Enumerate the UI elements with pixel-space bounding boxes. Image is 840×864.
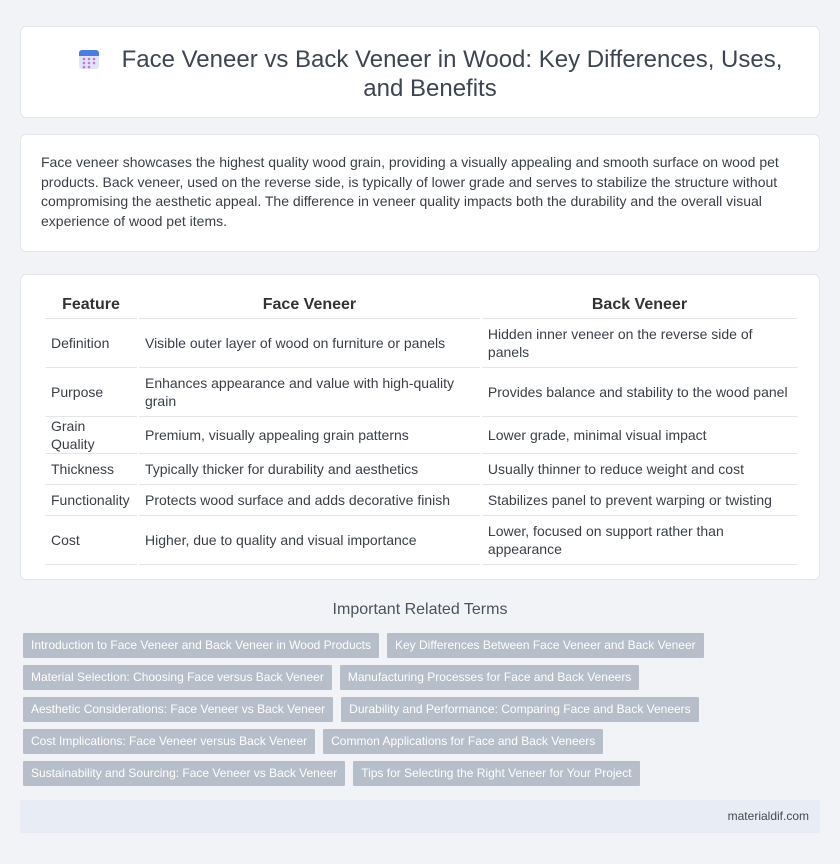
row-face-value: Typically thicker for durability and aesthetics — [139, 454, 480, 485]
table-row — [45, 319, 797, 368]
tag-row — [23, 633, 703, 665]
row-feature: Functionality — [45, 485, 137, 516]
related-term-link[interactable]: Aesthetic Considerations: Face Veneer vs Back Veneer — [23, 697, 333, 722]
tag-row — [23, 665, 703, 697]
related-term-link[interactable]: Sustainability and Sourcing: Face Veneer vs Back Veneer — [23, 761, 345, 786]
row-back-value: Lower, focused on support rather than appearance — [482, 516, 797, 565]
row-face-value: Visible outer layer of wood on furniture or panels — [139, 319, 480, 368]
row-face-value: Higher, due to quality and visual importance — [139, 516, 480, 565]
table-row — [45, 368, 797, 417]
related-term-link[interactable]: Material Selection: Choosing Face versus Back Veneer — [23, 665, 332, 690]
intro-card — [20, 134, 820, 252]
comparison-table-card — [20, 274, 820, 580]
row-back-value: Stabilizes panel to prevent warping or twisting — [482, 485, 797, 516]
footer-site-name: materialdif.com — [727, 809, 809, 823]
related-term-link[interactable]: Key Differences Between Face Veneer and Back Veneer — [387, 633, 704, 658]
header-back-veneer: Back Veneer — [482, 291, 797, 319]
row-back-value: Lower grade, minimal visual impact — [482, 417, 797, 454]
row-back-value: Hidden inner veneer on the reverse side of panels — [482, 319, 797, 368]
row-feature: Grain Quality — [45, 417, 137, 454]
table-row — [45, 454, 797, 485]
page-title-wrap — [61, 45, 799, 103]
page-title: Face Veneer vs Back Veneer in Wood: Key Differences, Uses, and Benefits — [121, 46, 783, 102]
header-face-veneer: Face Veneer — [139, 291, 480, 319]
row-face-value: Premium, visually appealing grain patterns — [139, 417, 480, 454]
table-header-row — [45, 291, 797, 319]
comparison-table — [43, 291, 799, 565]
related-term-link[interactable]: Introduction to Face Veneer and Back Veneer in Wood Products — [23, 633, 379, 658]
row-face-value: Enhances appearance and value with high-quality grain — [139, 368, 480, 417]
related-term-link[interactable]: Common Applications for Face and Back Veneers — [323, 729, 603, 754]
tag-row — [23, 761, 703, 793]
calendar-grid-icon — [78, 48, 100, 70]
table-row — [45, 485, 797, 516]
title-card — [20, 26, 820, 118]
row-feature: Definition — [45, 319, 137, 368]
row-feature: Cost — [45, 516, 137, 565]
related-term-link[interactable]: Cost Implications: Face Veneer versus Back Veneer — [23, 729, 315, 754]
related-term-link[interactable]: Tips for Selecting the Right Veneer for Your Project — [353, 761, 639, 786]
row-feature: Purpose — [45, 368, 137, 417]
related-terms-list — [23, 633, 703, 793]
row-face-value: Protects wood surface and adds decorative finish — [139, 485, 480, 516]
related-terms-title: Important Related Terms — [332, 601, 508, 618]
row-back-value: Usually thinner to reduce weight and cost — [482, 454, 797, 485]
related-term-link[interactable]: Durability and Performance: Comparing Face and Back Veneers — [341, 697, 699, 722]
tag-row — [23, 697, 703, 729]
table-row — [45, 417, 797, 454]
tag-row — [23, 729, 703, 761]
related-term-link[interactable]: Manufacturing Processes for Face and Back Veneers — [340, 665, 639, 690]
header-feature: Feature — [45, 291, 137, 319]
row-back-value: Provides balance and stability to the wood panel — [482, 368, 797, 417]
row-feature: Thickness — [45, 454, 137, 485]
intro-paragraph: Face veneer showcases the highest quality wood grain, providing a visually appealing and smooth surface on wood pet products. Back veneer, used on the reverse side, is typically of lower grade and serves to stabilize the structure without compromising the aesthetic appeal. The difference in veneer quality impacts both the durability and the overall visual experience of wood pet items. — [41, 154, 779, 229]
table-row — [45, 516, 797, 565]
footer-bar — [20, 800, 820, 833]
